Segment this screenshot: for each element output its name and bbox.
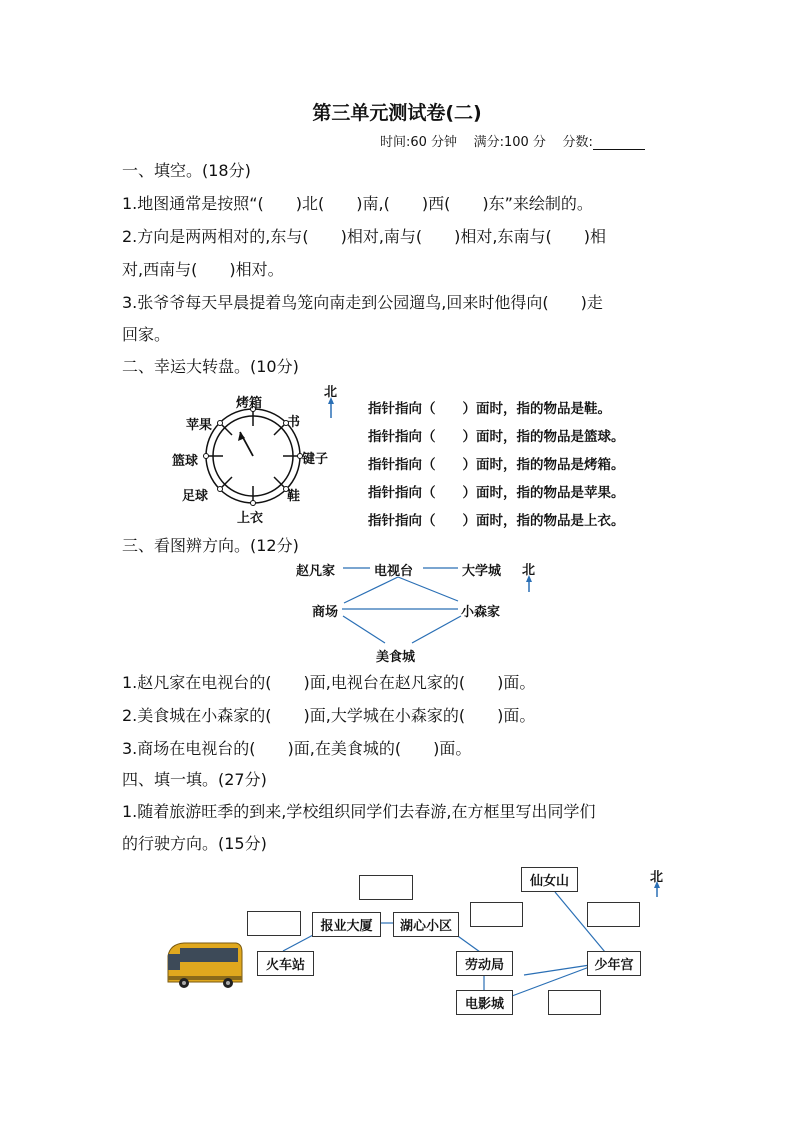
- wheel-label-book: 书: [287, 415, 301, 430]
- section-1-heading: 一、填空。(18分): [122, 161, 251, 180]
- section-4-heading: 四、填一填。(27分): [122, 770, 267, 789]
- wheel-label-football: 足球: [182, 489, 209, 504]
- wheel-label-shoes: 鞋: [287, 489, 301, 504]
- s3-question-3: 3.商场在电视台的( )面,在美食城的( )面。: [122, 739, 472, 758]
- place-newspaper-tower: 报业大厦: [312, 912, 381, 937]
- full-score: 满分:100 分: [473, 135, 546, 150]
- wheel-statement-2: 指针指向（ ）面时，指的物品是篮球。: [368, 429, 625, 445]
- north-arrow-2: [328, 397, 334, 418]
- place-food-city: 美食城: [376, 650, 416, 665]
- answer-box-5[interactable]: [548, 990, 601, 1015]
- time-limit: 时间:60 分钟: [380, 135, 458, 150]
- wheel-statement-1: 指针指向（ ）面时，指的物品是鞋。: [368, 401, 611, 417]
- place-xiaosen-home: 小森家: [461, 605, 501, 620]
- answer-box-1[interactable]: [247, 911, 301, 936]
- wheel-label-oven: 烤箱: [236, 396, 263, 411]
- place-tv-station: 电视台: [374, 564, 414, 579]
- wheel-label-apple: 苹果: [186, 418, 213, 433]
- answer-box-4[interactable]: [587, 902, 640, 927]
- north-label-3: 北: [522, 563, 536, 578]
- place-labor-bureau: 劳动局: [456, 951, 513, 976]
- s4-question-1-line-2: 的行驶方向。(15分): [122, 834, 267, 853]
- wheel-label-shuttlecock: 键子: [302, 452, 329, 467]
- bus-icon: [168, 943, 242, 988]
- north-label-4: 北: [650, 870, 664, 885]
- s3-map-lines: [342, 568, 461, 643]
- place-youth-palace: 少年宫: [587, 951, 641, 976]
- s1-question-3-line-2: 回家。: [122, 325, 171, 344]
- page-title: 第三单元测试卷(二): [312, 102, 482, 124]
- place-university-town: 大学城: [462, 564, 502, 579]
- wheel-label-coat: 上衣: [237, 511, 264, 526]
- answer-box-2[interactable]: [359, 875, 413, 900]
- place-cinema: 电影城: [456, 990, 513, 1015]
- s1-question-3-line-1: 3.张爷爷每天早晨提着鸟笼向南走到公园遛鸟,回来时他得向( )走: [122, 293, 603, 312]
- place-fairy-mountain: 仙女山: [521, 867, 578, 892]
- section-3-heading: 三、看图辨方向。(12分): [122, 536, 299, 555]
- place-mall: 商场: [312, 605, 339, 620]
- wheel-statement-4: 指针指向（ ）面时，指的物品是苹果。: [368, 485, 625, 501]
- s4-route-lines: [283, 892, 605, 996]
- place-train-station: 火车站: [257, 951, 314, 976]
- s1-question-2-line-1: 2.方向是两两相对的,东与( )相对,南与( )相对,东南与( )相: [122, 227, 606, 246]
- answer-box-3[interactable]: [470, 902, 523, 927]
- place-lakeside-community: 湖心小区: [393, 912, 459, 937]
- wheel-statement-5: 指针指向（ ）面时，指的物品是上衣。: [368, 513, 625, 529]
- north-label-2: 北: [324, 385, 338, 400]
- s1-question-1: 1.地图通常是按照“( )北( )南,( )西( )东”来绘制的。: [122, 194, 593, 213]
- s1-question-2-line-2: 对,西南与( )相对。: [122, 260, 284, 279]
- score-label: 分数:: [562, 135, 593, 150]
- wheel-statement-3: 指针指向（ ）面时，指的物品是烤箱。: [368, 457, 625, 473]
- s3-question-2: 2.美食城在小森家的( )面,大学城在小森家的( )面。: [122, 706, 536, 725]
- s3-question-1: 1.赵凡家在电视台的( )面,电视台在赵凡家的( )面。: [122, 673, 536, 692]
- s4-question-1-line-1: 1.随着旅游旺季的到来,学校组织同学们去春游,在方框里写出同学们: [122, 802, 596, 821]
- place-zhao-home: 赵凡家: [296, 564, 336, 579]
- section-2-heading: 二、幸运大转盘。(10分): [122, 357, 299, 376]
- wheel-label-basketball: 篮球: [172, 454, 199, 469]
